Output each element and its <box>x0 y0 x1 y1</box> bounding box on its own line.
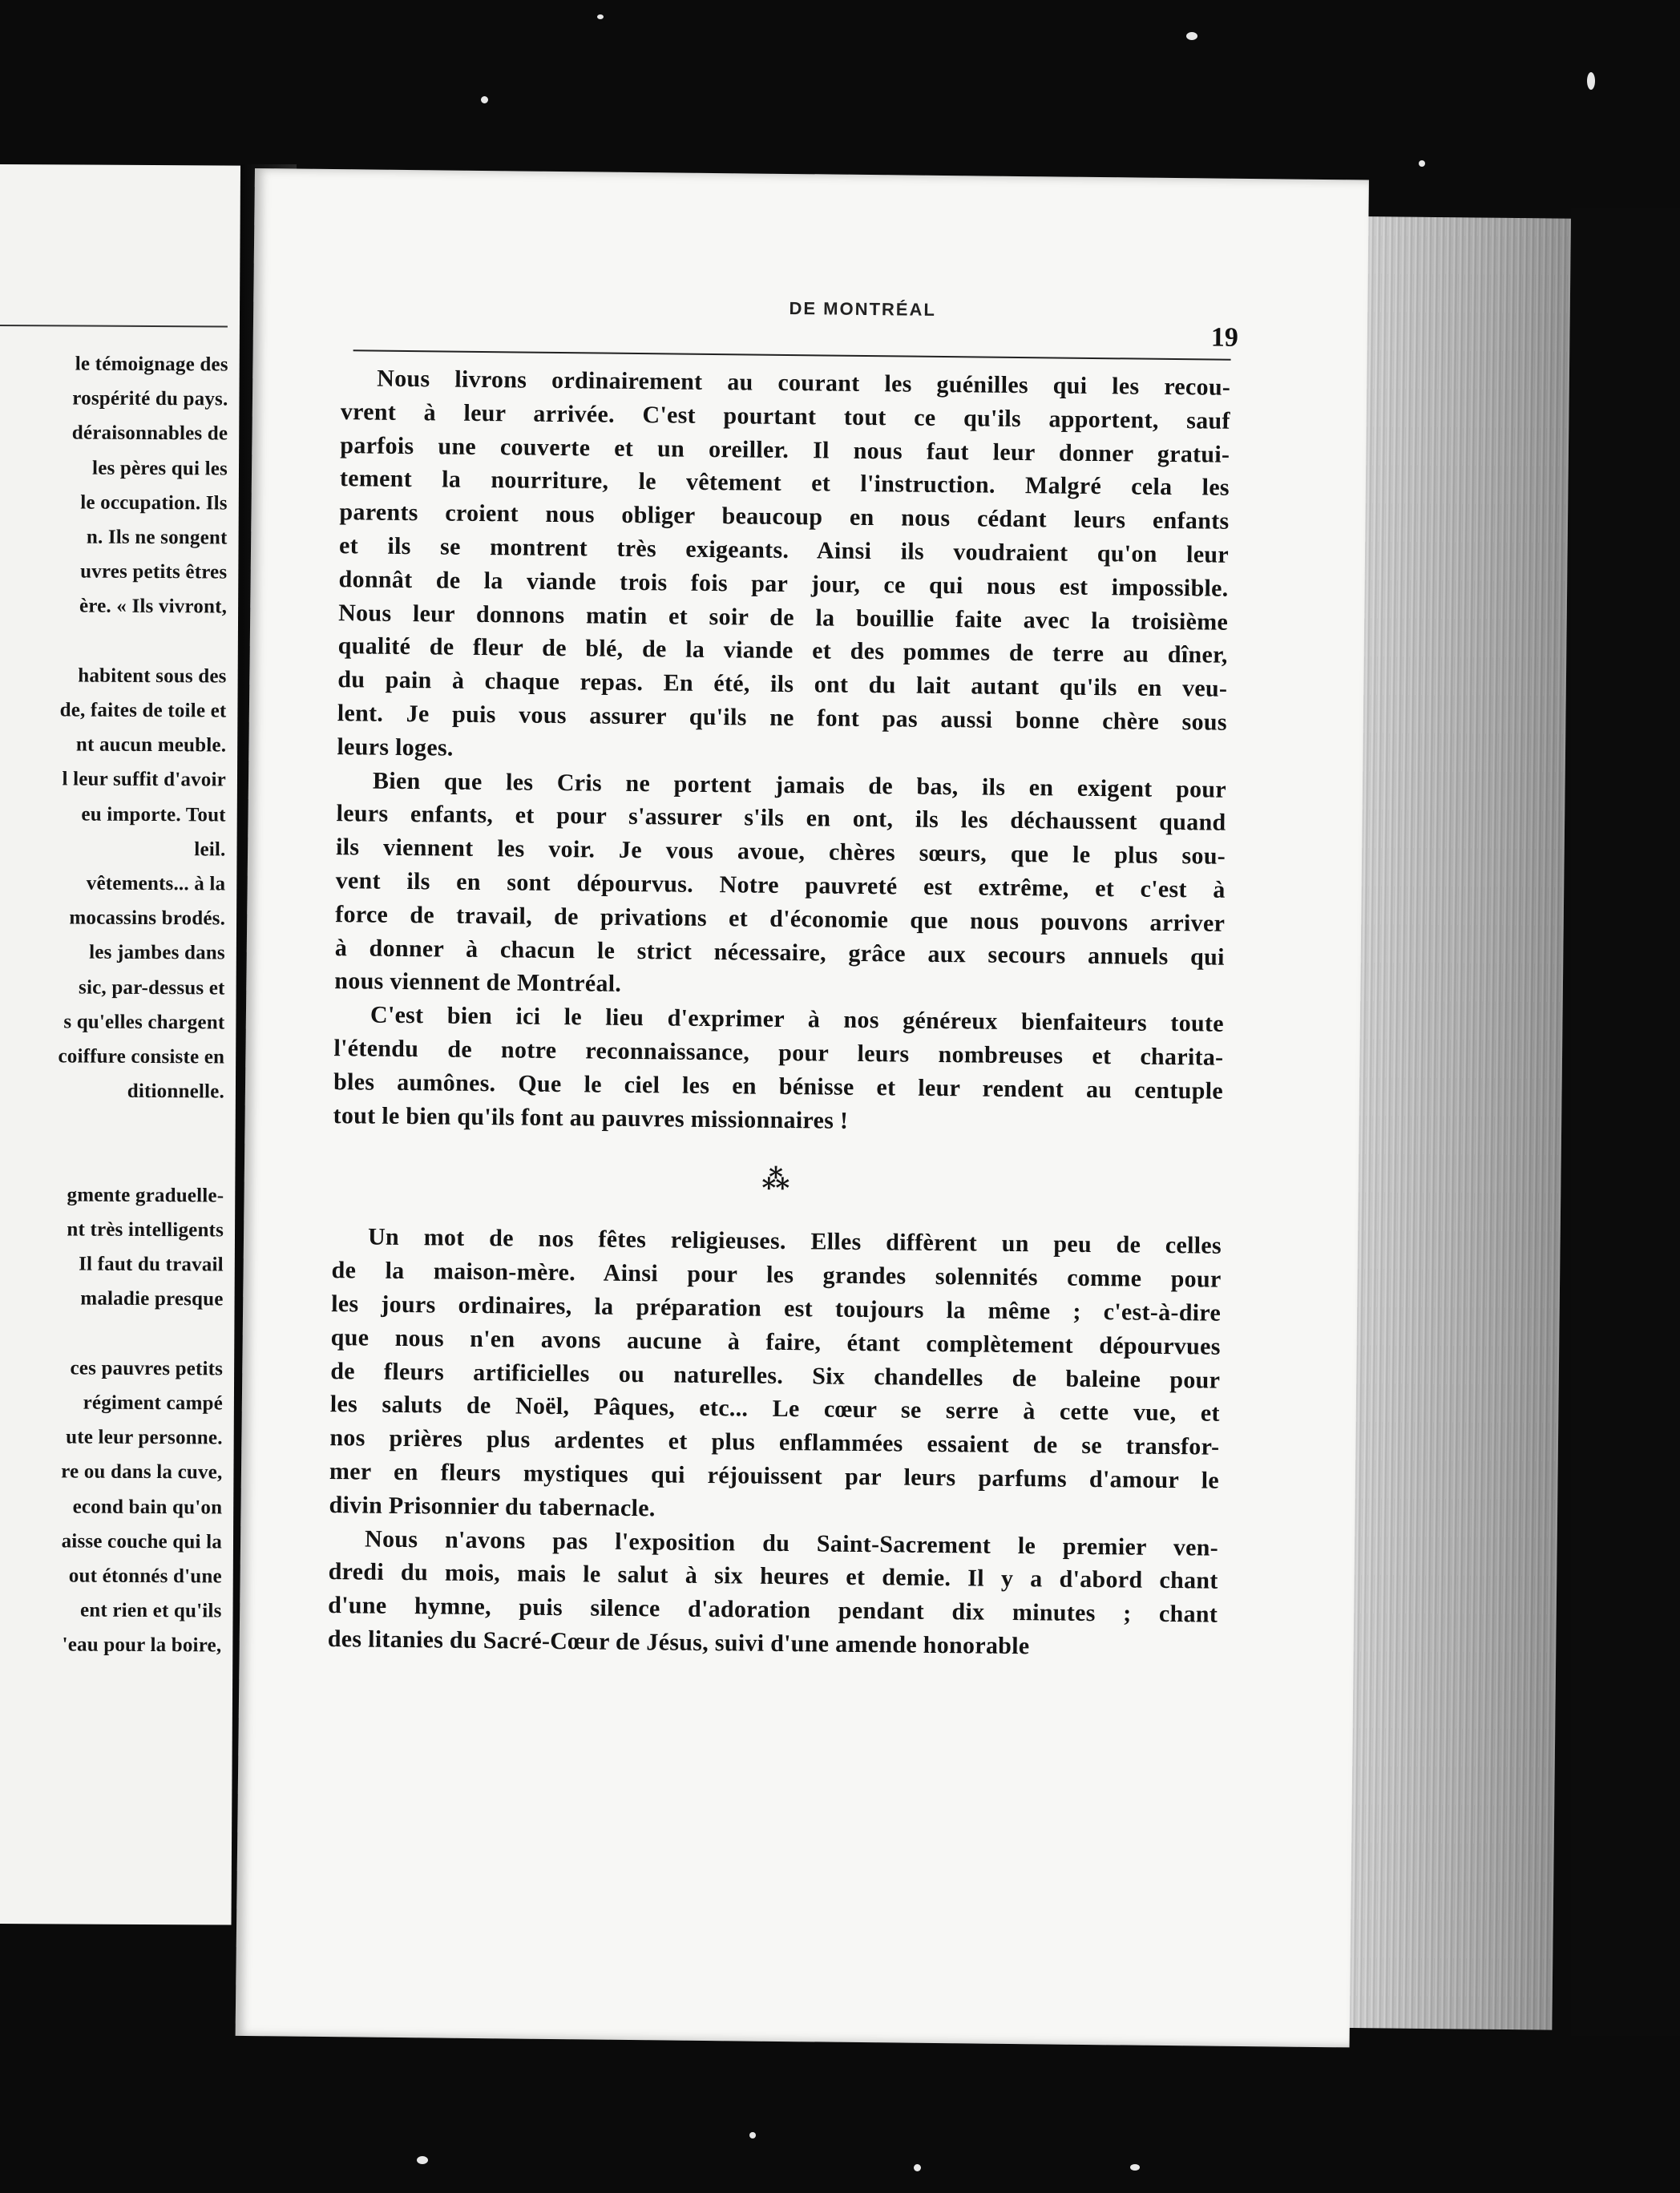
text-line: donnât de la viande trois fois par jour, ce qui nous est impossible. <box>338 565 1229 602</box>
text-line: tement la nourriture, le vêtement et l'instruction. Malgré cela les <box>339 465 1230 502</box>
left-page-line: coiffure consiste en <box>58 1045 225 1068</box>
text-line: vent ils en sont dépourvus. Notre pauvreté est extrême, et c'est à <box>335 867 1226 903</box>
right-page <box>236 168 1369 2047</box>
text-line: Nous livrons ordinairement au courant les guénilles qui les recou- <box>377 365 1231 401</box>
left-page-line: nt aucun meuble. <box>75 733 227 757</box>
page-edges <box>1343 216 1571 2030</box>
text-line: Nous n'avons pas l'exposition du Saint-Sacrement le premier ven- <box>364 1525 1219 1561</box>
paragraph <box>334 764 1226 1008</box>
text-line: parfois une couverte et un oreiller. Il nous faut leur donner gratui- <box>340 431 1230 468</box>
left-page-line: régiment campé <box>83 1391 223 1415</box>
left-page-line: le témoignage des <box>75 353 228 376</box>
left-page-line: déraisonnables de <box>71 422 228 445</box>
left-page-line: rospérité du pays. <box>72 387 228 410</box>
left-page-line: habitent sous des <box>78 664 227 688</box>
left-page-line: le occupation. Ils <box>80 491 228 515</box>
text-line: ils viennent les voir. Je vous avoue, chères sœurs, que le plus sou- <box>335 834 1226 870</box>
paragraphs-before <box>333 361 1230 1141</box>
paragraph <box>333 998 1224 1141</box>
left-page-line: sic, par-dessus et <box>79 976 225 1000</box>
text-line: que nous n'en avons aucune à faire, étant complètement dépourvues <box>330 1323 1221 1360</box>
text-line: divin Prisonnier du tabernacle. <box>329 1491 656 1522</box>
left-page-line: de, faites de toile et <box>59 699 227 722</box>
text-line: mer en fleurs mystiques qui réjouissent par leurs parfums d'amour le <box>329 1457 1220 1494</box>
paragraph <box>329 1220 1222 1531</box>
left-page-line: s qu'elles chargent <box>63 1011 225 1034</box>
text-line: et ils se montrent très exigeants. Ainsi ils voudraient qu'on leur <box>338 532 1230 568</box>
left-page-line: econd bain qu'on <box>72 1496 223 1519</box>
left-page-line: maladie presque <box>80 1287 224 1311</box>
left-page-line: uvres petits êtres <box>80 560 228 584</box>
text-line: du pain à chaque repas. En été, ils ont du lait autant qu'ils en veu- <box>337 666 1228 702</box>
background-right <box>1571 208 1680 2036</box>
text-line: bles aumônes. Que le ciel les en bénisse et leur rendent au centuple <box>333 1068 1224 1105</box>
page-number: 19 <box>1210 322 1239 353</box>
left-page-line: mocassins brodés. <box>69 907 226 930</box>
text-line: de la maison-mère. Ainsi pour les grandes solennités comme pour <box>331 1257 1222 1293</box>
text-line: C'est bien ici le lieu d'exprimer à nos généreux bienfaiteurs toute <box>370 1001 1225 1037</box>
header-rule <box>353 349 1231 360</box>
text-line: dredi du mois, mais le salut à six heures et demie. Il y a d'abord chant <box>328 1558 1218 1594</box>
text-line: nous viennent de Montréal. <box>334 967 622 998</box>
text-line: l'étendu de notre reconnaissance, pour leurs nombreuses et charita- <box>333 1035 1224 1071</box>
text-line: d'une hymne, puis silence d'adoration pendant dix minutes ; chant <box>328 1592 1218 1628</box>
text-line: de fleurs artificielles ou naturelles. Six chandelles de baleine pour <box>330 1357 1221 1394</box>
text-line: Bien que les Cris ne portent jamais de bas, ils en exigent pour <box>372 767 1227 803</box>
left-page-line: n. Ils ne songent <box>86 526 228 549</box>
left-page-text <box>0 353 232 1657</box>
left-page-rule <box>0 325 228 327</box>
left-page-line: les jambes dans <box>89 941 225 964</box>
left-page-line: re ou dans la cuve, <box>61 1460 223 1484</box>
left-page-line: ute leur personne. <box>66 1426 223 1449</box>
left-page-line: leil. <box>194 838 226 861</box>
text-line: force de travail, de privations et d'économie que nous pouvons arriver <box>335 900 1226 937</box>
left-page-line: l leur suffit d'avoir <box>62 768 227 791</box>
text-line: Nous leur donnons matin et soir de la bouillie faite avec la troisième <box>338 599 1229 636</box>
text-line: lent. Je puis vous assurer qu'ils ne font pas aussi bonne chère sous <box>337 700 1228 736</box>
left-page-line: eu importe. Tout <box>81 803 226 826</box>
left-page-line: les pères qui les <box>92 457 228 480</box>
paragraph <box>337 361 1230 773</box>
text-line: nos prières plus ardentes et plus enflammées essaient de se transfor- <box>329 1424 1220 1460</box>
text-line: à donner à chacun le strict nécessaire, grâce aux secours annuels qui <box>334 934 1225 971</box>
left-page-line: nt très intelligents <box>67 1218 224 1242</box>
left-page-line: Il faut du travail <box>79 1253 224 1276</box>
asterism-separator: ⁂ <box>761 1165 794 1196</box>
left-page-line: ère. « Ils vivront, <box>79 595 228 618</box>
text-line: leurs enfants, et pour s'assurer s'ils en ont, ils les déchaussent quand <box>336 800 1226 837</box>
paragraphs-after <box>328 1220 1222 1665</box>
running-head: DE MONTRÉAL <box>789 297 936 320</box>
left-page-line: 'eau pour la boire, <box>62 1634 222 1657</box>
text-line: Un mot de nos fêtes religieuses. Elles diffèrent un peu de celles <box>367 1223 1222 1260</box>
text-line: leurs loges. <box>337 733 454 761</box>
text-line: vrent à leur arrivée. C'est pourtant tout ce qu'ils apportent, sauf <box>340 398 1230 434</box>
left-page <box>0 164 240 1925</box>
left-page-line: gmente graduelle- <box>67 1184 224 1207</box>
left-page-line: vêtements... à la <box>86 872 226 895</box>
text-line: les jours ordinaires, la préparation est toujours la même ; c'est-à-dire <box>330 1290 1222 1327</box>
text-line: les saluts de Noël, Pâques, etc... Le cœur se serre à cette vue, et <box>329 1391 1220 1428</box>
left-page-line: out étonnés d'une <box>68 1565 222 1588</box>
left-page-line: ditionnelle. <box>127 1080 225 1103</box>
body-text <box>328 361 1231 1665</box>
text-line: tout le bien qu'ils font au pauvres missionnaires ! <box>333 1101 849 1134</box>
text-line: qualité de fleur de blé, de la viande et des pommes de terre au dîner, <box>337 632 1228 669</box>
left-page-line: ent rien et qu'ils <box>79 1599 222 1622</box>
text-line: parents croient nous obliger beaucoup en nous cédant leurs enfants <box>339 499 1230 535</box>
text-line: des litanies du Sacré-Cœur de Jésus, suivi d'une amende honorable <box>327 1625 1030 1660</box>
left-page-line: aisse couche qui la <box>61 1530 223 1553</box>
paragraph <box>328 1522 1219 1666</box>
left-page-line: ces pauvres petits <box>70 1357 224 1380</box>
